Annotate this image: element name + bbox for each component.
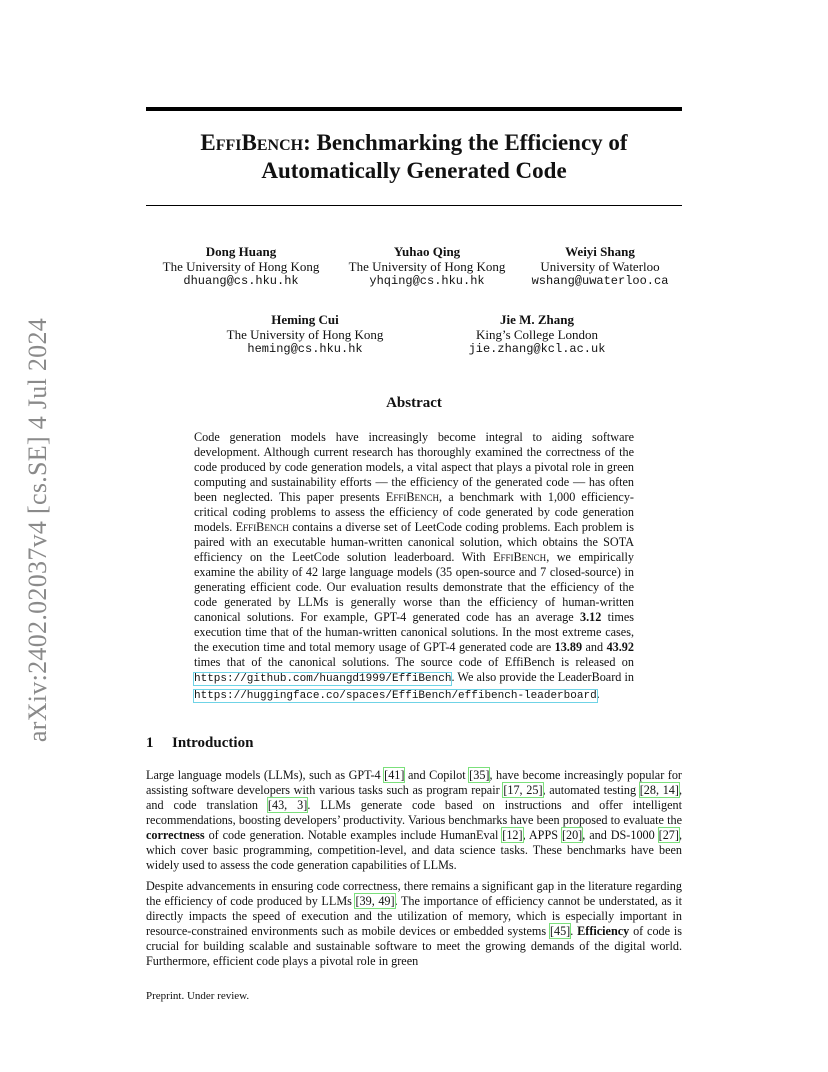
- title-rule-bottom: [146, 205, 682, 206]
- abstract-heading: Abstract: [386, 395, 442, 411]
- citation-link[interactable]: [35]: [469, 768, 490, 782]
- arxiv-id: arXiv:2402.02037v4 [cs.SE] 4 Jul 2024: [23, 317, 52, 743]
- author-block: [442, 312, 632, 357]
- arxiv-sidebar-stamp: [18, 300, 58, 760]
- author-name: Weiyi Shang: [565, 244, 635, 259]
- author-email: jie.zhang@kcl.ac.uk: [468, 342, 606, 356]
- title-line1: : Benchmarking the Efficiency of: [303, 130, 628, 155]
- citation-link[interactable]: [27]: [658, 828, 679, 842]
- preprint-footer: Preprint. Under review.: [146, 990, 250, 1002]
- paper-title: [146, 129, 682, 185]
- author-email: heming@cs.hku.hk: [247, 342, 363, 356]
- github-link[interactable]: https://github.com/huangd1999/EffiBench: [194, 673, 452, 685]
- author-block: [146, 244, 336, 289]
- section-heading: 1 Introduction: [146, 735, 254, 751]
- author-email: dhuang@cs.hku.hk: [183, 274, 299, 288]
- author-name: Yuhao Qing: [393, 244, 461, 259]
- title-rule-top: [146, 107, 682, 111]
- author-name: Heming Cui: [271, 312, 339, 327]
- citation-link[interactable]: [17, 25]: [503, 783, 543, 797]
- author-name: Jie M. Zhang: [499, 312, 575, 327]
- abstract-body: Code generation models have increasingly become integral to aiding software development. Although current research has thoroughly examined the correctness of the code produced by code generation models, a vital aspect that plays a pivotal role in green computing and sustainability efforts — the efficiency of the generated code — has often been neglected. This paper presents EffiBench, a benchmark with 1,000 efficiency-critical coding problems to assess the efficiency of code generated by code generation models. EffiBench contains a diverse set of LeetCode coding problems. Each problem is paired with an executable human-written canonical solution, which obtains the SOTA efficiency on the LeetCode solution leaderboard. With EffiBench, we empirically examine the ability of 42 large language models (35 open-source and 7 closed-source) in generating efficient code. Our evaluation results demonstrate that the efficiency of the code generated by LLMs is generally worse than the efficiency of human-written canonical solutions. For example, GPT-4 generated code has an average 3.12 times execution time that of the human-written canonical solutions. In the most extreme cases, the execution time and total memory usage of GPT-4 generated code are 13.89 and 43.92 times that of the canonical solutions. The source code of EffiBench is released on https://github.com/huangd1999/EffiBench. We also provide the LeaderBoard in https://huggingface.co/spaces/EffiBench/effibench-leaderboard.: [194, 430, 635, 702]
- author-block: [510, 244, 690, 289]
- author-affiliation: The University of Hong Kong: [348, 259, 506, 274]
- author-email: yhqing@cs.hku.hk: [369, 274, 485, 288]
- author-affiliation: King’s College London: [475, 327, 599, 342]
- citation-link[interactable]: [28, 14]: [639, 783, 679, 797]
- citation-link[interactable]: [43, 3]: [267, 798, 308, 812]
- leaderboard-link[interactable]: https://huggingface.co/spaces/EffiBench/effibench-leaderboard: [194, 690, 597, 702]
- author-block: [332, 244, 522, 289]
- author-affiliation: The University of Hong Kong: [162, 259, 320, 274]
- author-affiliation: University of Waterloo: [540, 259, 660, 274]
- citation-link[interactable]: [45]: [549, 924, 571, 938]
- author-block: [210, 312, 400, 357]
- citation-link[interactable]: [20]: [561, 828, 583, 842]
- title-line2: Automatically Generated Code: [261, 158, 567, 183]
- title-brand: EffiBench: [200, 130, 304, 155]
- citation-link[interactable]: [12]: [502, 828, 523, 842]
- citation-link[interactable]: [41]: [384, 768, 405, 782]
- author-name: Dong Huang: [205, 244, 277, 259]
- intro-paragraph-1: Large language models (LLMs), such as GPT-4 [41] and Copilot [35], have become increasingly popular for assisting software developers with various tasks such as program repair [17, 25], automated testing [28, 14], and code translation [43, 3]. LLMs generate code based on instructions and offer intelligent recommendations, boosting developers’ productivity. Various benchmarks have been proposed to evaluate the correctness of code generation. Notable examples include HumanEval [12], APPS [20], and DS-1000 [27], which cover basic programming, competition-level, and data science tasks. These benchmarks have been widely used to assess the code generation capabilities of LLMs.: [146, 768, 682, 872]
- citation-link[interactable]: [39, 49]: [355, 894, 395, 908]
- intro-paragraph-2: Despite advancements in ensuring code correctness, there remains a significant gap in the literature regarding the efficiency of code produced by LLMs [39, 49]. The importance of efficiency cannot be understated, as it directly impacts the speed of execution and the utilization of memory, which is especially important in resource-constrained environments such as mobile devices or embedded systems [45]. Efficiency of code is crucial for building scalable and sustainable software to meet the growing demands of the digital world. Furthermore, efficient code plays a pivotal role in green: [146, 879, 682, 968]
- author-affiliation: The University of Hong Kong: [226, 327, 384, 342]
- author-email: wshang@uwaterloo.ca: [531, 274, 669, 288]
